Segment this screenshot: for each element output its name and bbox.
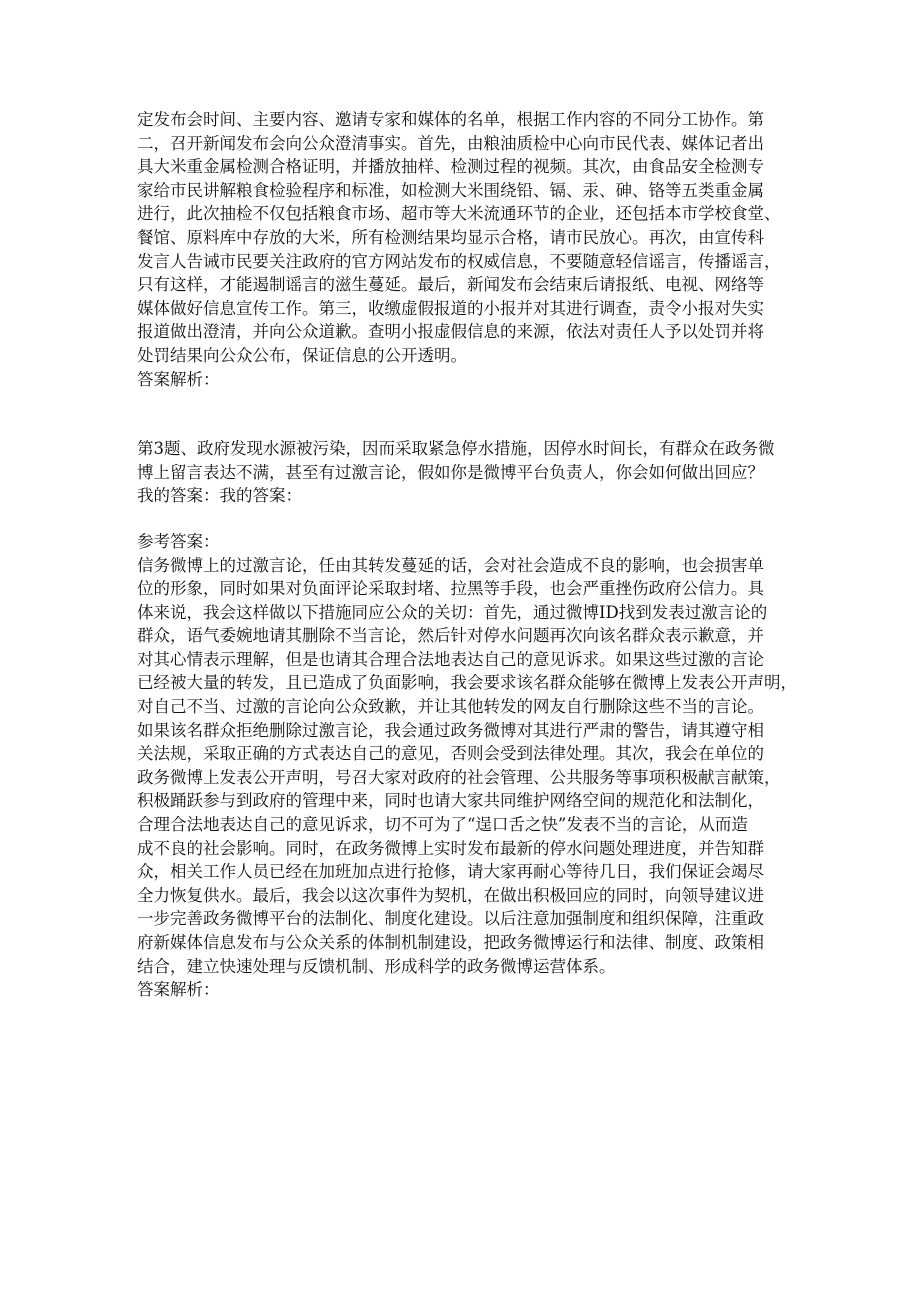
reference-text-line: 如果该名群众拒绝删除过激言论，我会通过政务微博对其进行严肃的警告，请其遵守相 bbox=[137, 720, 764, 740]
analysis-label: 答案解析： bbox=[137, 369, 220, 389]
reference-text-line: 对其心情表示理解，但是也请其合理合法地表达自己的意见诉求。如果这些过激的言论 bbox=[137, 649, 764, 669]
text-line: 发言人告诫市民要关注政府的官方网站发布的权威信息，不要随意轻信谣言，传播谣言， bbox=[137, 251, 781, 271]
reference-text-line: 信务微博上的过激言论，任由其转发蔓延的话，会对社会造成不良的影响，也会损害单 bbox=[137, 555, 764, 575]
text-line: 定发布会时间、主要内容、邀请专家和媒体的名单，根据工作内容的不同分工协作。第 bbox=[137, 110, 764, 129]
text-line: 餐馆、原料库中存放的大米，所有检测结果均显示合格，请市民放心。再次，由宣传科 bbox=[137, 227, 764, 247]
reference-text-line: 合理合法地表达自己的意见诉求，切不可为了“逞口舌之快”发表不当的言论，从而造 bbox=[137, 815, 748, 835]
spacer bbox=[137, 391, 787, 437]
text-line: 二，召开新闻发布会向公众澄清事实。首先，由粮油质检中心向市民代表、媒体记者出 bbox=[137, 133, 764, 153]
text-line: 家给市民讲解粮食检验程序和标准，如检测大米围绕铅、镉、汞、砷、铬等五类重金属 bbox=[137, 180, 764, 200]
reference-text-line: 一步完善政务微博平台的法制化、制度化建设。以后注意加强制度和组织保障，注重政 bbox=[137, 909, 764, 929]
reference-text-line: 政务微博上发表公开声明，号召大家对政府的社会管理、公共服务等事项积极献言献策， bbox=[137, 767, 781, 787]
text-line: 处罚结果向公众公布，保证信息的公开透明。 bbox=[137, 345, 467, 365]
reference-text-line: 结合，建立快速处理与反馈机制、形成科学的政务微博运营体系。 bbox=[137, 956, 616, 976]
reference-text-line: 关法规，采取正确的方式表达自己的意见，否则会受到法律处理。其次，我会在单位的 bbox=[137, 744, 764, 764]
text-line: 只有这样，才能遏制谣言的滋生蔓延。最后，新闻发布会结束后请报纸、电视、网络等 bbox=[137, 275, 764, 295]
reference-text-line: 积极踊跃参与到政府的管理中来，同时也请大家共同维护网络空间的规范化和法制化， bbox=[137, 791, 764, 811]
reference-text-line: 全力恢复供水。最后，我会以这次事件为契机，在做出积极回应的同时，向领导建议进 bbox=[137, 885, 764, 905]
reference-text-line: 位的形象，同时如果对负面评论采取封堵、拉黑等手段，也会严重挫伤政府公信力。具 bbox=[137, 579, 764, 599]
reference-text-line: 成不良的社会影响。同时，在政务微博上实时发布最新的停水问题处理进度，并告知群 bbox=[137, 838, 764, 858]
answer-section-previous bbox=[137, 108, 787, 391]
text-line: 媒体做好信息宣传工作。第三，收缴虚假报道的小报并对其进行调查，责令小报对失实 bbox=[137, 298, 764, 318]
spacer bbox=[137, 508, 787, 530]
my-answer-label: 我的答案：我的答案： bbox=[137, 486, 302, 506]
question-3-section bbox=[137, 437, 797, 1002]
analysis-label: 答案解析： bbox=[137, 980, 220, 1000]
document-page bbox=[137, 108, 797, 1002]
text-line: 报道做出澄清，并向公众道歉。查明小报虚假信息的来源，依法对责任人予以处罚并将 bbox=[137, 322, 764, 342]
reference-text-line: 众，相关工作人员已经在加班加点进行抢修，请大家再耐心等待几日，我们保证会竭尽 bbox=[137, 862, 764, 882]
text-line: 进行，此次抽检不仅包括粮食市场、超市等大米流通环节的企业，还包括本市学校食堂、 bbox=[137, 204, 781, 224]
reference-text-line: 已经被大量的转发，且已造成了负面影响，我会要求该名群众能够在微博上发表公开声明， bbox=[137, 673, 797, 693]
reference-text-line: 体来说，我会这样做以下措施同应公众的关切：首先，通过微博ID找到发表过激言论的 bbox=[137, 602, 768, 622]
reference-text-line: 群众，语气委婉地请其删除不当言论，然后针对停水问题再次向该名群众表示歉意，并 bbox=[137, 626, 764, 646]
reference-answer-label: 参考答案： bbox=[137, 531, 220, 551]
text-line: 具大米重金属检测合格证明，并播放抽样、检测过程的视频。其次，由食品安全检测专 bbox=[137, 157, 764, 177]
reference-text-line: 对自己不当、过激的言论向公众致歉，并让其他转发的网友自行删除这些不当的言论。 bbox=[137, 697, 764, 717]
reference-text-line: 府新媒体信息发布与公众关系的体制机制建设，把政务微博运行和法律、制度、政策相 bbox=[137, 933, 764, 952]
question-text-line: 博上留言表达不满，甚至有过激言论，假如你是微博平台负责人，你会如何做出回应？ bbox=[137, 462, 764, 482]
question-text-line: 第3题、政府发现水源被污染，因而采取紧急停水措施，因停水时间长，有群众在政务微 bbox=[137, 439, 775, 459]
